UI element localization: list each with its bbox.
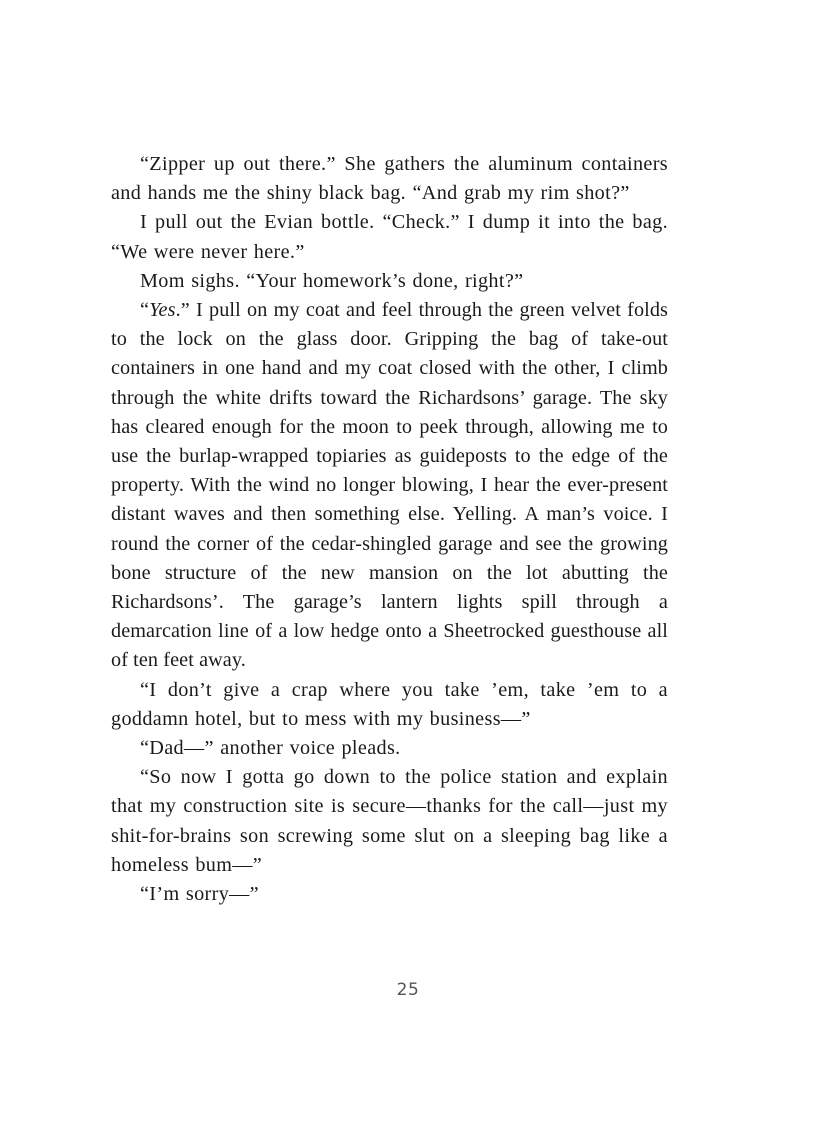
paragraph-4: “Yes.” I pull on my coat and feel through the green velvet folds to the lock on the glass door. Gripping the bag of take-out containers in one hand and my coat closed with the other, I climb through the white drifts toward the Richardsons’ garage. The sky has cleared enough for the moon to peek through, allowing me to use the burlap-wrapped topiaries as guideposts to the edge of the property. With the wind no longer blowing, I hear the ever-present distant waves and then something else. Yelling. A man’s voice. I round the corner of the cedar-shingled garage and see the growing bone structure of the new mansion on the lot abutting the Richardsons’. The garage’s lantern lights spill through a demarcation line of a low hedge onto a Sheetrocked guesthouse all of ten feet away. [111, 299, 668, 672]
paragraph-6: “Dad—” another voice pleads. [140, 737, 401, 760]
paragraph-8: “I’m sorry—” [140, 883, 259, 906]
paragraph-5: “I don’t give a crap where you take ’em, take ’em to a goddamn hotel, but to mess with my business—” [111, 678, 668, 730]
paragraph-7: “So now I gotta go down to the police station and explain that my construction site is secure—thanks for the call—just my shit-for-brains son screwing some slut on a sleeping bag like a homeless bum—” [111, 766, 668, 876]
paragraph-3: Mom sighs. “Your homework’s done, right?” [140, 269, 524, 292]
page-number: 25 [396, 980, 420, 1000]
paragraph-1: “Zipper up out there.” She gathers the aluminum containers and hands me the shiny black bag. “And grab my rim shot?” [111, 153, 668, 205]
opening-quote: “ [140, 299, 150, 322]
body-text [111, 150, 668, 909]
paragraph-2: I pull out the Evian bottle. “Check.” I dump it into the bag. “We were never here.” [111, 211, 668, 263]
emphasized-word: Yes [149, 299, 176, 322]
